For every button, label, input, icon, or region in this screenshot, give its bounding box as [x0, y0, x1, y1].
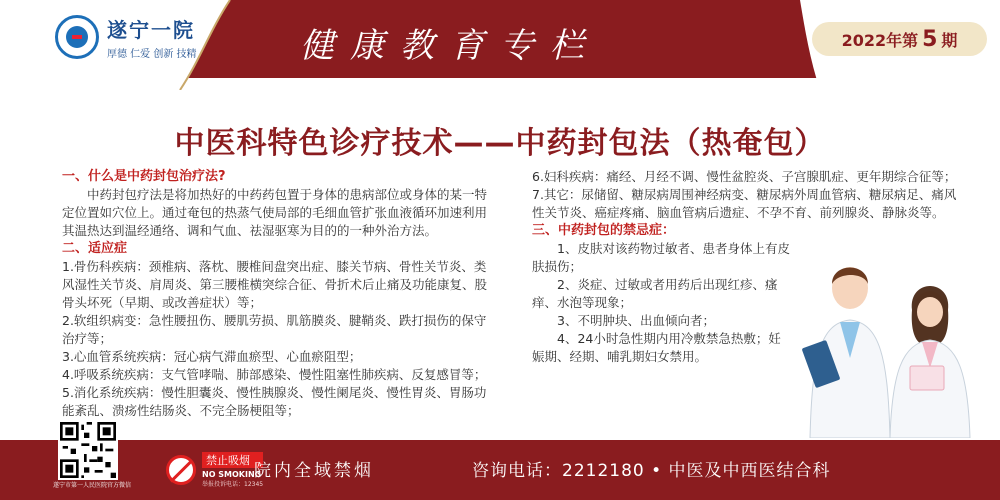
- issue-suffix: 期: [941, 30, 958, 50]
- main-title: 中医科特色诊疗技术——中药封包法（热奄包）: [174, 126, 826, 161]
- left-column: [62, 168, 492, 420]
- indication-item: 7.其它：尿储留、糖尿病周围神经病变、糖尿病外周血管病、糖尿病足、痛风性关节炎、癌症疼痛、脑血管病后遗症、不孕不育、前列腺炎、静脉炎等。: [532, 187, 957, 220]
- contraindication-item: 1、皮肤对该药物过敏者、患者身体上有皮肤损伤；: [532, 241, 790, 274]
- indication-item: 1.骨伤科疾病：颈椎病、落枕、腰椎间盘突出症、膝关节病、骨性关节炎、类风湿性关节炎、肩周炎、第三腰椎横突综合征、骨折术后止痛及功能康复、股骨头坏死（早期、或改善症状）等；: [62, 259, 488, 310]
- issue-badge: [812, 22, 987, 56]
- issue-prefix: 2022年第: [841, 30, 919, 50]
- contact-info: 咨询电话：2212180 • 中医及中西医结合科: [472, 461, 831, 481]
- hospital-motto: 厚德 仁爱 创新 技精: [107, 49, 197, 60]
- qr-caption: 遂宁市第一人民医院官方微信: [52, 482, 131, 489]
- hospital-logo: [55, 14, 197, 60]
- no-smoking-tel: 举报投诉电话：12345: [202, 481, 264, 488]
- contraindication-item: 2、炎症、过敏或者用药后出现红疹、瘙痒、水泡等现象；: [532, 277, 778, 310]
- hospital-name: 遂宁一院: [107, 18, 195, 42]
- section1-heading: 一、什么是中药封包治疗法?: [62, 169, 226, 184]
- no-smoking-sign: [166, 452, 263, 488]
- no-smoking-cn: 禁止吸烟: [202, 452, 263, 468]
- hospital-emblem-icon: [55, 15, 99, 59]
- no-smoking-icon: [166, 455, 196, 485]
- indication-item: 5.消化系统疾病：慢性胆囊炎、慢性胰腺炎、慢性阑尾炎、慢性胃炎、胃肠功能紊乱、溃疡性结肠炎、不完全肠梗阻等；: [62, 385, 487, 418]
- column-title: 健康教育专栏: [300, 26, 600, 66]
- qr-code[interactable]: [58, 420, 118, 480]
- contraindication-item: 4、24小时急性期内用冷敷禁急热敷；妊娠期、经期、哺乳期妇女禁用。: [532, 331, 781, 364]
- no-smoking-text: 院内全域禁烟: [254, 461, 374, 481]
- section3-heading: 三、中药封包的禁忌症：: [532, 223, 676, 238]
- no-smoking-en: NO SMOKING: [202, 470, 262, 479]
- section1-text: 中药封包疗法是将加热好的中药药包置于身体的患病部位或身体的某一特定位置如穴位上。通过奄包的热蒸气使局部的毛细血管扩张血液循环加速利用其温热达到温经通络、调和气血、祛湿驱寒为目的的一种外治方法。: [62, 187, 488, 238]
- doctors-illustration: [790, 248, 990, 438]
- indication-item: 4.呼吸系统疾病：支气管哮喘、肺部感染、慢性阻塞性肺疾病、反复感冒等；: [62, 367, 487, 382]
- indication-item: 3.心血管系统疾病：冠心病气滞血瘀型、心血瘀阻型；: [62, 349, 362, 364]
- contraindication-item: 3、不明肿块、出血倾向者；: [557, 313, 715, 328]
- indication-item: 2.软组织病变：急性腰扭伤、腰肌劳损、肌筋膜炎、腱鞘炎、跌打损伤的保守治疗等；: [62, 313, 487, 346]
- issue-number: 5: [922, 26, 938, 52]
- section2-heading: 二、适应症: [62, 241, 128, 256]
- indication-item: 6.妇科疾病：痛经、月经不调、慢性盆腔炎、子宫腺肌症、更年期综合征等；: [532, 169, 957, 184]
